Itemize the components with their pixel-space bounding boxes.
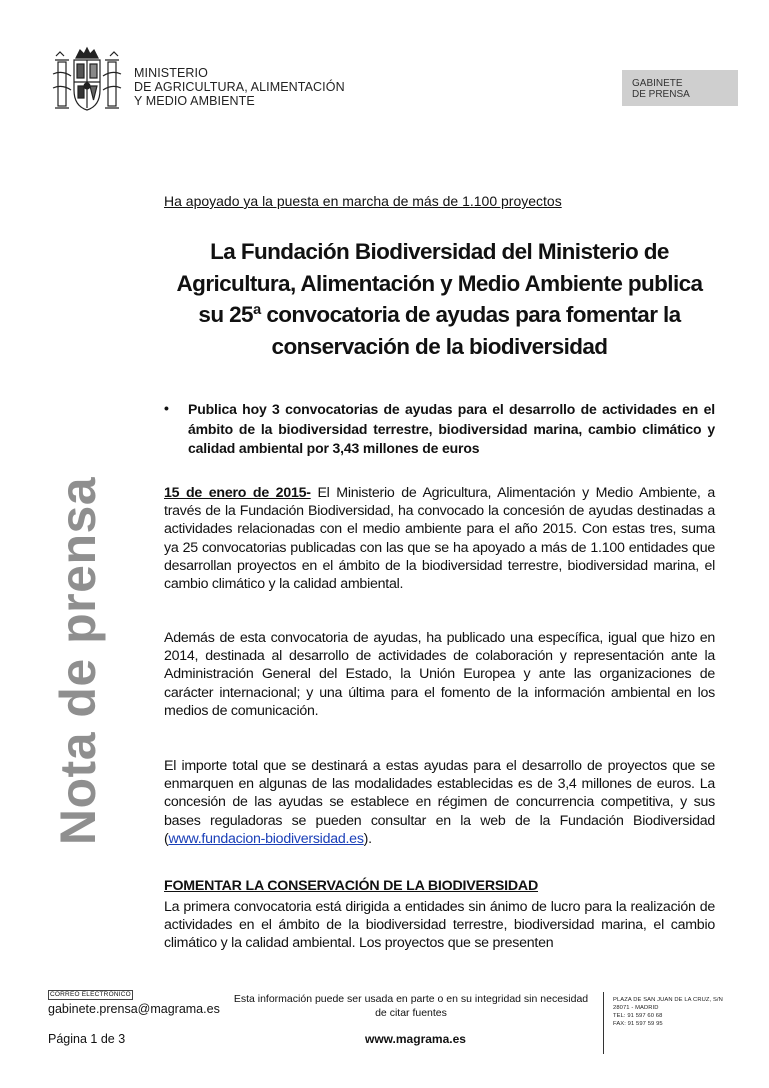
paragraph-text: El Ministerio de Agricultura, Alimentación y Medio Ambiente, a través de la Fundación Biodiversidad, ha convocado la concesión de ayudas destinadas a actividades relacionadas con el medio ambiente para el año 2015. Con estas tres, suma ya 25 convocatorias publicadas con las que se ha apoyado a más de 1.100 entidades que desarrollan proyectos en el ámbito de la biodiversidad terrestre, biodiversidad marina, el cambio climático y la calidad ambiental. xyxy=(164,485,715,593)
gabinete-line: DE PRENSA xyxy=(632,89,690,100)
address-line: PLAZA DE SAN JUAN DE LA CRUZ, S/N xyxy=(613,997,723,1003)
ministry-line: DE AGRICULTURA, ALIMENTACIÓN xyxy=(134,80,345,94)
gabinete-line: GABINETE xyxy=(632,78,683,89)
foundation-link[interactable]: www.fundacion-biodiversidad.es xyxy=(168,830,364,847)
coat-of-arms-icon xyxy=(50,44,124,118)
paragraph xyxy=(164,484,715,593)
paragraph: La primera convocatoria está dirigida a entidades sin ánimo de lucro para la realización de actividades en el ámbito de la biodiversidad terrestre, biodiversidad marina, el cambio climático y la calidad ambiental. Los proyectos que se presenten xyxy=(164,899,715,952)
address-line: 28071 - MADRID xyxy=(613,1005,659,1011)
address-line: TEL: 91 597 60 68 xyxy=(613,1013,663,1019)
bullet-icon: • xyxy=(164,400,169,416)
release-date: 15 de enero de 2015- xyxy=(164,485,311,501)
section-heading: FOMENTAR LA CONSERVACIÓN DE LA BIODIVERSIDAD xyxy=(164,878,539,894)
footer-divider xyxy=(603,992,604,1054)
address-block xyxy=(613,996,723,1028)
paragraph-text: El importe total que se destinará a estas ayudas para el desarrollo de proyectos que se enmarquen en algunas de las modalidades establecidas es de 3,4 millones de euros. La concesión de las ayudas se establece en régimen de concurrencia competitiva, y sus bases reguladoras se pueden consultar en la web de la Fundación Biodiversidad ( xyxy=(164,758,715,847)
usage-note: Esta información puede ser usada en parte o en su integridad sin necesidad de citar fuentes xyxy=(233,993,589,1019)
email-label: CORREO ELECTRÓNICO xyxy=(50,991,131,998)
bullet-text: Publica hoy 3 convocatorias de ayudas para el desarrollo de actividades en el ámbito de la biodiversidad terrestre, biodiversidad marina, cambio climático y calidad ambiental por 3,43 millones de euros xyxy=(188,401,715,456)
ministry-name xyxy=(134,66,345,108)
kicker: Ha apoyado ya la puesta en marcha de más de 1.100 proyectos xyxy=(164,193,562,209)
press-email[interactable]: gabinete.prensa@magrama.es xyxy=(48,1002,220,1016)
headline xyxy=(164,236,715,362)
address-line: FAX: 91 597 59 95 xyxy=(613,1021,663,1027)
paragraph xyxy=(164,757,715,848)
headline-line: su 25ª convocatoria de ayudas para fomentar la xyxy=(198,302,681,327)
paragraph: Además de esta convocatoria de ayudas, ha publicado una específica, igual que hizo en 2014, destinada al desarrollo de actividades de colaboración y representación ante la Administración General del Estado, la Unión Europea y ante las organizaciones de carácter internacional; y una última para el fomento de la información ambiental en los medios de comunicación. xyxy=(164,630,715,719)
ministry-line: Y MEDIO AMBIENTE xyxy=(134,94,255,108)
side-label: Nota de prensa xyxy=(50,476,106,846)
paragraph-text: ). xyxy=(363,830,372,847)
page-number: Página 1 de 3 xyxy=(48,1032,126,1046)
side-label-box xyxy=(48,476,108,846)
gabinete-badge xyxy=(622,70,738,106)
headline-line: conservación de la biodiversidad xyxy=(271,333,608,359)
website-link[interactable]: www.magrama.es xyxy=(365,1032,466,1046)
summary-bullet xyxy=(164,400,715,459)
ministry-line: MINISTERIO xyxy=(134,66,208,80)
headline-line: La Fundación Biodiversidad del Ministerio de xyxy=(210,239,669,264)
headline-line: Agricultura, Alimentación y Medio Ambiente publica xyxy=(176,270,703,296)
